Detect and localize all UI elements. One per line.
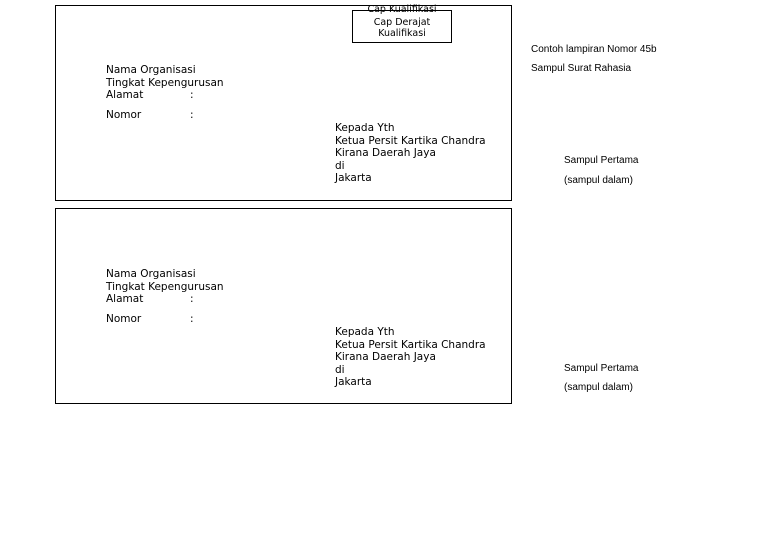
sender-block xyxy=(106,268,224,325)
caption-title: Sampul Pertama xyxy=(564,155,639,166)
caption-subtitle: (sampul dalam) xyxy=(564,382,633,393)
caption-subtitle: (sampul dalam) xyxy=(564,175,633,186)
address-separator: : xyxy=(190,293,194,305)
number-separator: : xyxy=(190,312,194,325)
recipient-block xyxy=(335,122,486,185)
address-separator: : xyxy=(190,89,194,101)
address-label: Alamat xyxy=(106,89,144,101)
recipient-line: Kirana Daerah Jaya xyxy=(335,147,436,159)
sender-level: Tingkat Kepengurusan xyxy=(106,280,224,293)
recipient-line: Kepada Yth xyxy=(335,122,395,134)
stamp-line-2: Kualifikasi xyxy=(378,28,426,39)
recipient-line: di xyxy=(335,159,345,172)
sender-org: Nama Organisasi xyxy=(106,64,196,76)
recipient-line: Jakarta xyxy=(335,376,372,388)
recipient-line: di xyxy=(335,363,345,376)
envelope-2-caption xyxy=(564,363,638,394)
number-label: Nomor xyxy=(106,312,142,325)
stamp-text xyxy=(353,17,451,39)
envelope-2 xyxy=(55,208,512,404)
attachment-number: Contoh lampiran Nomor 45b xyxy=(531,44,657,55)
sender-number xyxy=(106,313,224,326)
recipient-line: Kirana Daerah Jaya xyxy=(335,351,436,363)
recipient-line: Ketua Persit Kartika Chandra xyxy=(335,134,486,147)
sender-level: Tingkat Kepengurusan xyxy=(106,76,224,89)
attachment-title: Sampul Surat Rahasia xyxy=(531,63,632,74)
sender-org: Nama Organisasi xyxy=(106,268,196,280)
recipient-line: Ketua Persit Kartika Chandra xyxy=(335,338,486,351)
sender-address xyxy=(106,89,224,102)
caption-title: Sampul Pertama xyxy=(564,363,639,374)
stamp-line-1: Cap Derajat xyxy=(373,17,431,28)
stamp-ghost-text: Cap Kualifikasi xyxy=(367,4,437,15)
sender-block xyxy=(106,64,224,121)
sender-number xyxy=(106,109,224,122)
address-label: Alamat xyxy=(106,293,144,305)
envelope-1 xyxy=(55,5,512,201)
classification-stamp xyxy=(352,4,452,43)
recipient-block xyxy=(335,326,486,389)
number-separator: : xyxy=(190,108,194,121)
recipient-line: Jakarta xyxy=(335,172,372,184)
number-label: Nomor xyxy=(106,108,142,121)
sender-address xyxy=(106,293,224,306)
envelope-1-caption xyxy=(564,155,638,187)
recipient-line: Kepada Yth xyxy=(335,326,395,338)
attachment-header xyxy=(531,44,657,75)
